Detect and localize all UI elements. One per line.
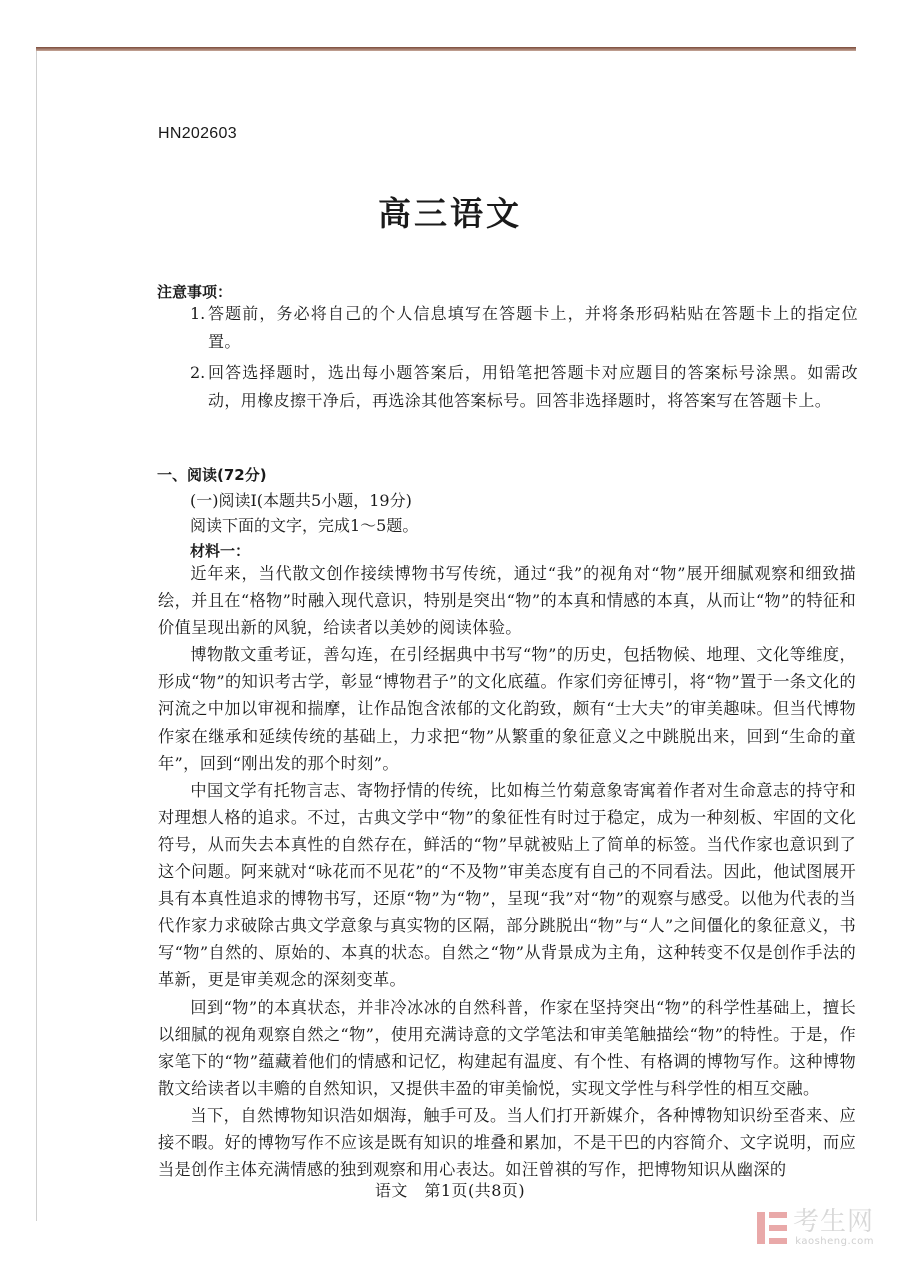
notice-item-text: 回答选择题时，选出每小题答案后，用铅笔把答题卡对应题目的答案标号涂黑。如需改动，用橡皮擦干净后，再选涂其他答案标号。回答非选择题时，将答案写在答题卡上。	[208, 363, 858, 410]
notice-heading: 注意事项：	[157, 283, 233, 301]
section-heading: 一、阅读(72分)	[157, 466, 267, 484]
notice-item	[190, 300, 858, 356]
watermark-logo	[757, 1208, 874, 1247]
notice-item-number: 2.	[190, 363, 206, 382]
section-instruction: 阅读下面的文字，完成1～5题。	[190, 516, 419, 535]
exam-code: HN202603	[158, 125, 237, 142]
notice-item-number: 1.	[190, 304, 206, 323]
passage-paragraph: 回到“物”的本真状态，并非冷冰冰的自然科普，作家在坚持突出“物”的科学性基础上，擅长以细腻的视角观察自然之“物”，使用充满诗意的文学笔法和审美笔触描绘“物”的特性。于是，作家笔下的“物”蕴藏着他们的情感和记忆，构建起有温度、有个性、有格调的博物写作。这种博物散文给读者以丰赡的自然知识，又提供丰盈的审美愉悦，实现文学性与科学性的相互交融。	[158, 997, 856, 1098]
notice-item-text: 答题前，务必将自己的个人信息填写在答题卡上，并将条形码粘贴在答题卡上的指定位置。	[208, 304, 858, 351]
passage-paragraph: 中国文学有托物言志、寄物抒情的传统，比如梅兰竹菊意象寄寓着作者对生命意志的持守和对理想人格的追求。不过，古典文学中“物”的象征性有时过于稳定，成为一种刻板、牢固的文化符号，从而失去本真性的自然存在，鲜活的“物”早就被贴上了简单的标签。当代作家也意识到了这个问题。阿来就对“咏花而不见花”的“不及物”审美态度有自己的不同看法。因此，他试图展开具有本真性追求的博物书写，还原“物”为“物”，呈现“我”对“物”的观察与感受。以他为代表的当代作家力求破除古典文学意象与真实物的区隔，部分跳脱出“物”与“人”之间僵化的象征意义，书写“物”自然的、原始的、本真的状态。自然之“物”从背景成为主角，这种转变不仅是创作手法的革新，更是审美观念的深刻变革。	[158, 780, 856, 990]
passage-paragraph: 当下，自然博物知识浩如烟海，触手可及。当人们打开新媒介，各种博物知识纷至沓来、应接不暇。好的博物写作不应该是既有知识的堆叠和累加，不是干巴的内容简介、文字说明，而应当是创作主体充满情感的独到观察和用心表达。如汪曾祺的写作，把博物知识从幽深的	[158, 1105, 856, 1180]
material-label: 材料一：	[190, 542, 251, 560]
watermark-name: 考生网	[792, 1207, 874, 1237]
reading-passage	[158, 560, 856, 1183]
section-subheading: (一)阅读Ⅰ(本题共5小题，19分)	[190, 491, 412, 510]
page-title: 高三语文	[378, 194, 522, 233]
logo-mark-icon	[757, 1212, 787, 1244]
page-footer: 语文 第1页(共8页)	[374, 1181, 526, 1200]
scan-edge-top	[36, 47, 856, 51]
watermark-url: kaosheng.com	[795, 1236, 874, 1247]
notice-list	[190, 300, 858, 418]
passage-paragraph: 近年来，当代散文创作接续博物书写传统，通过“我”的视角对“物”展开细腻观察和细致描绘，并且在“格物”时融入现代意识，特别是突出“物”的本真和情感的本真，从而让“物”的特征和价值呈现出新的风貌，给读者以美妙的阅读体验。	[158, 564, 856, 638]
notice-item	[190, 359, 858, 415]
passage-paragraph: 博物散文重考证，善勾连，在引经据典中书写“物”的历史，包括物候、地理、文化等维度，形成“物”的知识考古学，彰显“博物君子”的文化底蕴。作家们旁征博引，将“物”置于一条文化的河流之中加以审视和揣摩，让作品饱含浓郁的文化韵致，颇有“士大夫”的审美趣味。但当代博物作家在继承和延续传统的基础上，力求把“物”从繁重的象征意义之中跳脱出来，回到“生命的童年”，回到“刚出发的那个时刻”。	[158, 645, 856, 773]
